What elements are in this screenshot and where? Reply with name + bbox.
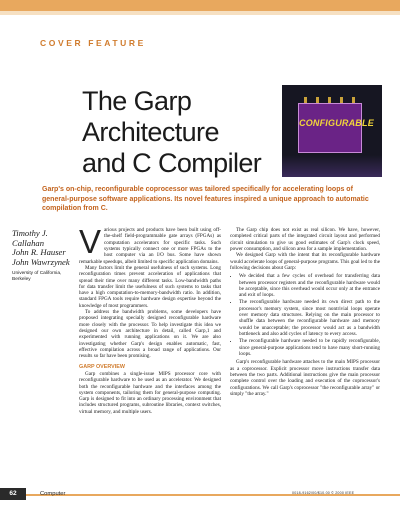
chip-pin [328,97,331,103]
body-paragraph: To address the bandwidth problems, some developers have proposed integrating specially designed reconfigurable hardware more closely with the processor. To help investigate this idea we designed our own architecture in detail, called Garp,1 and experimented with running applications on it. We are also investigating whether Garp's design enables automatic, fast, effective compilation across a broad range of applications. Our results so far have been promising. [79,309,221,360]
title-line: and C Compiler [82,148,262,178]
author-name: John R. Hauser [12,247,66,258]
body-paragraph: Many factors limit the general usefulness of such systems. Long reconfiguration times prevent acceleration of applications that spread their time over many different tasks. Low-bandwidth paths for data transfer limit the usefulness of such systems to tasks that have a high computation-to-memory-bandwidth ratio. In addition, standard FPGA tools require hardware design expertise beyond the knowledge of most programmers. [79,264,221,309]
configurable-chip-artwork [282,85,382,177]
body-column-left [79,223,221,415]
body-paragraph: Garp combines a single-issue MIPS processor core with reconfigurable hardware to be used as an accelerator. We designed both the reconfigurable hardware and the interfaces among the system components, tailoring them for general-purpose computing. Garp is designed to fit into an ordinary processing environment that includes structured programs, subroutine libraries, context switches, virtual memory, and multiple users. [79,370,221,415]
page-number: 62 [0,488,26,500]
list-item: • The reconfigurable hardware needed to be rapidly reconfigurable, since general-purpose applications tend to have many short-running loops. [239,338,380,357]
body-paragraph: Various projects and products have been built using off-the-shelf field-programmable gate arrays (FPGAs) as computation accelerators for specific tasks. Such systems typically connect one or more FPGAs to the host computer via an I/O bus. Some have shown remarkable speedups, albeit limited to specific application domains. [79,223,221,265]
drop-cap: V [79,223,102,260]
byline [12,229,74,283]
chip-pin [304,97,307,103]
chip-pin [340,97,343,103]
chip-label: CONFIGURABLE [299,118,374,128]
title-line: Architecture [82,117,219,147]
top-accent-bar [0,0,400,11]
section-subhead: GARP OVERVIEW [79,363,125,370]
chip-pin [316,97,319,103]
journal-name: Computer [40,491,66,497]
author-affiliation: University of California, Berkeley [12,271,62,283]
design-decisions-list [230,273,380,357]
author-name: John Wawrzynek [12,256,70,267]
body-paragraph: We designed Garp with the intent that its reconfigurable hardware would accelerate loops of general-purpose programs. This goal led to the following decisions about Garp: [230,252,380,271]
body-paragraph: Garp's reconfigurable hardware attaches to the main MIPS processor as a coprocessor. Explicit processor move instructions transfer data between the two parts. Additional instructions give the main processor complete control over the loading and execution of the coprocessor's configurations. We call Garp's coprocessor "the reconfigurable array" or simply "the array." [230,359,380,397]
chip-pin [352,97,355,103]
chip-graphic [298,103,374,153]
top-accent-band [0,11,400,15]
article-deck: Garp's on-chip, reconfigurable coprocessor was tailored specifically for accelerating loops of general-purpose software applications. Its novel features inspired a unique approach to automatic compilation from C. [42,186,369,213]
title-line: The Garp [82,86,192,116]
copyright-code: 0018-9162/00/$10.00 © 2000 IEEE [292,491,355,495]
author-name: Timothy J. Callahan [12,228,48,248]
body-paragraph: The Garp chip does not exist as real silicon. We have, however, completed critical parts of the integrated circuit layout and performed circuit simulation to give us good estimates of Garp's clock speed, power consumption, and silicon area for a sample implementation. [230,227,380,252]
list-item: • The reconfigurable hardware needed its own direct path to the processor's memory system, since most nontrivial loops operate over memory data structures. Relying on the main processor to shuffle data between the reconfigurable hardware and memory would be unacceptable; the processor would act as a bandwidth bottleneck and also add cycles of latency to every access. [239,299,380,337]
list-item: • We decided that a few cycles of overhead for transferring data between processor registers and the reconfigurable hardware would be acceptable, since this overhead would occur only at the entrance and exit of loops. [239,273,380,298]
body-column-right [230,227,380,397]
artwork-glow [282,155,382,177]
section-label: COVER FEATURE [40,38,146,48]
